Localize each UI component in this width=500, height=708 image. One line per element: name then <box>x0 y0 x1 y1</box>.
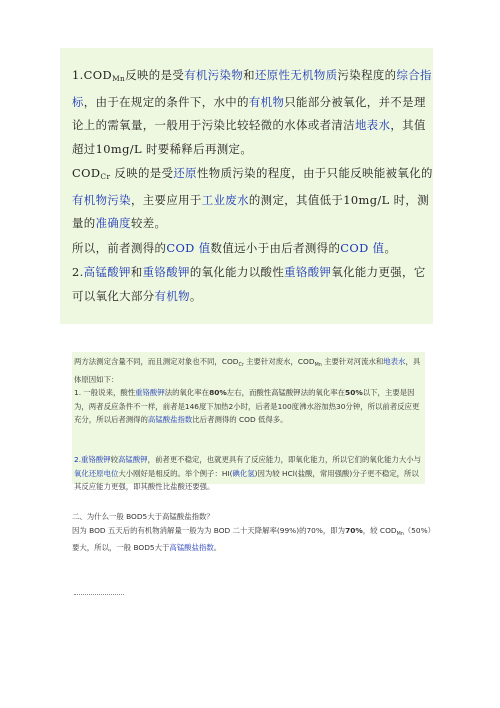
link-organic-matter[interactable]: 有机物 <box>154 288 190 303</box>
link-permanganate-index[interactable]: 高锰酸盐指数 <box>147 415 193 425</box>
text: 比后者测得的 COD 低得多。 <box>192 415 288 425</box>
text: 因为 BOD 五天后的有机物消解量一般为为 BOD 二十天降解率(99%)的70%，即为 <box>72 525 346 535</box>
text: 大小刚好是相反的。举个例子：HI( <box>118 468 233 478</box>
paragraph-4 <box>72 261 433 308</box>
text: 主要针对废水，COD <box>243 357 315 366</box>
explanation-point-1 <box>74 386 423 427</box>
text: ，主要应用于 <box>130 192 202 207</box>
link-potassium-dichromate[interactable]: 重铬酸钾 <box>284 265 332 279</box>
link-cod-value[interactable]: COD 值 <box>166 240 211 255</box>
text: 反映的是受 <box>110 166 174 180</box>
text: 。 <box>189 288 202 303</box>
text: 1. 一般说来，酸性 <box>74 388 136 398</box>
link-organic-pollution[interactable]: 有机物污染 <box>72 192 131 207</box>
link-cod-value[interactable]: COD 值 <box>340 240 385 255</box>
text: 较差。 <box>130 216 167 230</box>
text: 1.COD <box>72 68 113 82</box>
link-potassium-dichromate[interactable]: 重铬酸钾 <box>135 388 165 398</box>
link-organic-pollutants[interactable]: 有机污染物 <box>184 68 244 82</box>
text: （50%）要大，所以，一般 BOD5大于 <box>72 525 432 553</box>
link-potassium-dichromate[interactable]: 重铬酸钾 <box>142 265 190 279</box>
text: 所以，前者测得的 <box>72 240 167 255</box>
explanation-intro <box>74 355 423 386</box>
paragraph-1 <box>72 64 433 161</box>
highlight-box-main <box>60 48 433 324</box>
text: 只能部分被氧化，并不是理论上的需氧量，一般用于污染比较轻微的水体或者清洁 <box>72 94 426 132</box>
text: 法的氧化率在 <box>164 388 210 398</box>
link-surface-water[interactable]: 地表水 <box>354 118 391 132</box>
link-hydrogen-iodide[interactable]: 碘化氢 <box>232 468 255 478</box>
text: 和 <box>130 265 143 279</box>
text: 污染程度的 <box>337 68 397 82</box>
text: 左右，而酸性高锰酸钾法的氧化率在 <box>226 388 346 398</box>
text: 的氧化能力以酸性 <box>189 265 285 279</box>
text: 2. <box>72 265 84 279</box>
paragraph-2 <box>72 162 433 236</box>
dotted-divider <box>74 594 124 595</box>
text: ，前者更不稳定，也就更具有了反应能力，即氧化能力，所以它们的氧化能力大小与 <box>147 455 422 464</box>
subscript: Cr <box>238 363 244 368</box>
paragraph-3 <box>72 237 433 261</box>
text: 。 <box>213 543 222 553</box>
link-potassium-permanganate[interactable]: 高锰酸钾 <box>118 455 148 464</box>
subscript: Mn <box>314 363 322 368</box>
text: 性物质污染的程度，由于只能反映能被氧化的 <box>196 166 433 180</box>
section-question: 二、为什么一般 BOD5大于高锰酸盐指数？ <box>72 512 214 521</box>
text: )因为较 HCl(盐酸，常用强酸)分子更不稳定，所以其反应能力更强，即其酸性比盐酸还要强。 <box>74 468 419 492</box>
text: ，具体原因如下： <box>74 357 421 384</box>
link-permanganate-index[interactable]: 高锰酸盐指数 <box>169 543 214 553</box>
link-potassium-dichromate[interactable]: 2.重铬酸钾 <box>74 455 111 464</box>
text: 反映的是受 <box>125 68 185 82</box>
section-answer <box>72 524 432 555</box>
text: 。 <box>384 240 397 255</box>
text: 主要针对河流水和 <box>321 357 384 366</box>
bold-value: 70% <box>345 525 363 535</box>
text: 的测定，其值低于10mg/L 时，测量的 <box>72 192 429 230</box>
link-organic-matter[interactable]: 有机物 <box>248 94 285 109</box>
highlight-box-point-2 <box>72 451 425 492</box>
text: 和 <box>243 68 255 82</box>
highlight-box-explanation <box>72 352 425 451</box>
text: ，由于在规定的条件下，水中的 <box>83 94 249 109</box>
link-composite-index[interactable]: 综合指标 <box>72 68 432 109</box>
link-reduction[interactable]: 还原 <box>173 166 197 180</box>
text: 较 <box>110 455 119 464</box>
link-potassium-permanganate[interactable]: 高锰酸钾 <box>83 265 131 279</box>
text: 数值远小于由后者测得的 <box>210 240 341 255</box>
subscript: Mn <box>112 74 126 83</box>
explanation-point-2 <box>74 453 423 494</box>
text: ，其值超过10mg/L 时要稀释后再测定。 <box>72 118 426 156</box>
text: ，较 COD <box>362 525 397 535</box>
link-accuracy[interactable]: 准确度 <box>95 216 131 230</box>
section-bod5 <box>72 510 432 555</box>
bold-value: 50% <box>345 388 363 398</box>
link-industrial-wastewater[interactable]: 工业废水 <box>201 192 249 207</box>
subscript: Cr <box>100 172 111 181</box>
link-reducing-inorganic[interactable]: 还原性无机物质 <box>254 68 338 82</box>
text: COD <box>72 166 101 180</box>
link-redox-potential[interactable]: 氧化还原电位 <box>74 468 119 478</box>
text: 氧化能力更强，它可以氧化大部分 <box>72 265 426 303</box>
subscript: Mn <box>396 531 404 537</box>
text: 两方法测定含量不同，而且测定对象也不同，COD <box>74 357 239 366</box>
bold-value: 80% <box>209 388 227 398</box>
link-surface-water[interactable]: 地表水 <box>383 357 406 366</box>
text: 以下，主要是因为，两者反应条件不一样，前者是146度下加热2小时，后者是100度沸水浴加热30分钟，所以前者反应更充分，所以后者测得的 <box>74 388 420 425</box>
